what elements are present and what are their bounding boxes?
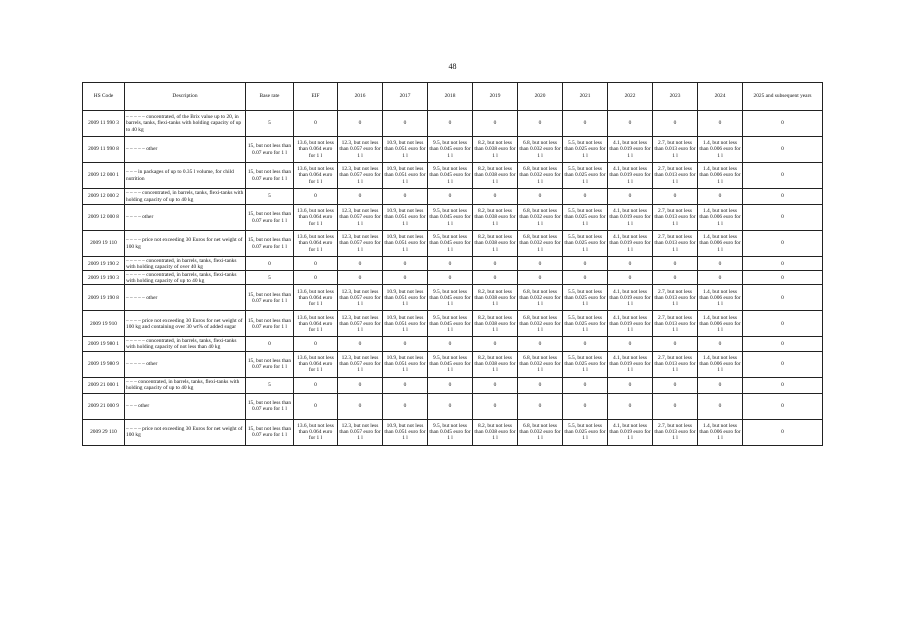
rate-cell: 0: [743, 311, 823, 337]
rate-cell: 0: [338, 337, 383, 351]
rate-cell: 0: [473, 271, 518, 285]
rate-cell: 10.9, but not less than 0.051 euro for 1 l: [383, 351, 428, 377]
rate-cell: 4.1, but not less than 0.019 euro for 1 l: [608, 137, 653, 163]
rate-cell: 2.7, but not less than 0.013 euro for 1 l: [653, 419, 698, 445]
rate-cell: 0: [428, 393, 473, 419]
rate-cell: 0: [743, 111, 823, 137]
description-cell: – – – – – other: [125, 137, 246, 163]
rate-cell: 4.1, but not less than 0.019 euro for 1 l: [608, 311, 653, 337]
rate-cell: 6.8, but not less than 0.032 euro for 1 l: [518, 285, 563, 311]
rate-cell: 10.9, but not less than 0.051 euro for 1 l: [383, 205, 428, 231]
column-header: 2023: [653, 83, 698, 111]
rate-cell: 2.7, but not less than 0.013 euro for 1 l: [653, 285, 698, 311]
column-header: 2018: [428, 83, 473, 111]
rate-cell: 0: [698, 111, 743, 137]
rate-cell: 2.7, but not less than 0.013 euro for 1 l: [653, 205, 698, 231]
column-header: EIF: [294, 83, 338, 111]
rate-cell: 0: [246, 257, 294, 271]
rate-cell: 5.5, but not less than 0.025 euro for 1 l: [563, 205, 608, 231]
rate-cell: 5.5, but not less than 0.025 euro for 1 l: [563, 419, 608, 445]
rate-cell: 5: [246, 377, 294, 393]
rate-cell: 0: [563, 257, 608, 271]
table-row: [83, 377, 823, 393]
rate-cell: 4.1, but not less than 0.019 euro for 1 l: [608, 351, 653, 377]
description-cell: – – – – price not exceeding 30 Euros for net weight of 100 kg: [125, 231, 246, 257]
hs-code-cell: 2009 19 190 2: [83, 257, 125, 271]
rate-cell: 13.6, but not less than 0.064 euro for 1 l: [294, 205, 338, 231]
rate-cell: 0: [246, 337, 294, 351]
rate-cell: 0: [338, 189, 383, 205]
hs-code-cell: 2009 11 990 8: [83, 137, 125, 163]
rate-cell: 0: [698, 257, 743, 271]
rate-cell: 2.7, but not less than 0.013 euro for 1 l: [653, 311, 698, 337]
rate-cell: 15, but not less than 0.07 euro for 1 l: [246, 393, 294, 419]
rate-cell: 1.4, but not less than 0.006 euro for 1 l: [698, 419, 743, 445]
description-cell: – – – – concentrated, in barrels, tanks, flexi-tanks with holding capacity of up to 40 kg: [125, 189, 246, 205]
rate-cell: 0: [743, 351, 823, 377]
table-row: [83, 311, 823, 337]
rate-cell: 0: [608, 271, 653, 285]
rate-cell: 6.8, but not less than 0.032 euro for 1 l: [518, 231, 563, 257]
rate-cell: 13.6, but not less than 0.064 euro for 1 l: [294, 351, 338, 377]
rate-cell: 0: [473, 377, 518, 393]
rate-cell: 0: [383, 337, 428, 351]
rate-cell: 0: [383, 111, 428, 137]
rate-cell: 15, but not less than 0.07 euro for 1 l: [246, 419, 294, 445]
rate-cell: 0: [563, 377, 608, 393]
rate-cell: 15, but not less than 0.07 euro for 1 l: [246, 231, 294, 257]
description-cell: – – – – – other: [125, 285, 246, 311]
rate-cell: 0: [563, 111, 608, 137]
rate-cell: 0: [698, 377, 743, 393]
description-cell: – – – other: [125, 393, 246, 419]
rate-cell: 10.9, but not less than 0.051 euro for 1 l: [383, 231, 428, 257]
rate-cell: 0: [518, 377, 563, 393]
rate-cell: 0: [518, 271, 563, 285]
rate-cell: 0: [743, 285, 823, 311]
hs-code-cell: 2009 19 980 9: [83, 351, 125, 377]
rate-cell: 1.4, but not less than 0.006 euro for 1 l: [698, 205, 743, 231]
rate-cell: 0: [743, 337, 823, 351]
tariff-schedule-table: [82, 82, 823, 446]
table-row: [83, 419, 823, 445]
column-header: 2021: [563, 83, 608, 111]
rate-cell: 5: [246, 271, 294, 285]
table-row: [83, 393, 823, 419]
rate-cell: 0: [338, 111, 383, 137]
rate-cell: 0: [294, 377, 338, 393]
rate-cell: 12.3, but not less than 0.057 euro for 1 l: [338, 137, 383, 163]
rate-cell: 0: [518, 257, 563, 271]
rate-cell: 15, but not less than 0.07 euro for 1 l: [246, 205, 294, 231]
rate-cell: 12.3, but not less than 0.057 euro for 1 l: [338, 419, 383, 445]
header-row: [83, 83, 823, 111]
rate-cell: 12.3, but not less than 0.057 euro for 1 l: [338, 163, 383, 189]
hs-code-cell: 2009 21 000 9: [83, 393, 125, 419]
rate-cell: 2.7, but not less than 0.013 euro for 1 l: [653, 231, 698, 257]
rate-cell: 0: [428, 337, 473, 351]
rate-cell: 4.1, but not less than 0.019 euro for 1 l: [608, 285, 653, 311]
rate-cell: 0: [653, 337, 698, 351]
rate-cell: 13.6, but not less than 0.064 euro for 1 l: [294, 311, 338, 337]
page-number: 48: [448, 62, 457, 71]
rate-cell: 0: [743, 257, 823, 271]
rate-cell: 0: [294, 271, 338, 285]
description-cell: – – – – price not exceeding 30 Euros for net weight of 100 kg and containing over 30 wt% of added sugar: [125, 311, 246, 337]
rate-cell: 0: [294, 337, 338, 351]
rate-cell: 5: [246, 111, 294, 137]
rate-cell: 0: [518, 393, 563, 419]
rate-cell: 12.3, but not less than 0.057 euro for 1 l: [338, 311, 383, 337]
rate-cell: 0: [743, 231, 823, 257]
rate-cell: 8.2, but not less than 0.038 euro for 1 l: [473, 137, 518, 163]
rate-cell: 12.3, but not less than 0.057 euro for 1 l: [338, 285, 383, 311]
rate-cell: 0: [743, 377, 823, 393]
rate-cell: 5.5, but not less than 0.025 euro for 1 l: [563, 231, 608, 257]
rate-cell: 8.2, but not less than 0.038 euro for 1 l: [473, 205, 518, 231]
hs-code-cell: 2009 19 980 1: [83, 337, 125, 351]
rate-cell: 0: [338, 257, 383, 271]
table-row: [83, 285, 823, 311]
rate-cell: 2.7, but not less than 0.013 euro for 1 l: [653, 137, 698, 163]
rate-cell: 5.5, but not less than 0.025 euro for 1 l: [563, 311, 608, 337]
rate-cell: 0: [608, 257, 653, 271]
rate-cell: 9.5, but not less than 0.045 euro for 1 l: [428, 205, 473, 231]
table-row: [83, 337, 823, 351]
table-row: [83, 111, 823, 137]
description-cell: – – – concentrated, in barrels, tanks, flexi-tanks with holding capacity of up to 40 kg: [125, 377, 246, 393]
rate-cell: 0: [518, 111, 563, 137]
rate-cell: 0: [563, 337, 608, 351]
hs-code-cell: 2009 12 000 8: [83, 205, 125, 231]
rate-cell: 0: [473, 189, 518, 205]
rate-cell: 0: [294, 189, 338, 205]
rate-cell: 0: [428, 257, 473, 271]
rate-cell: 9.5, but not less than 0.045 euro for 1 l: [428, 163, 473, 189]
column-header: 2020: [518, 83, 563, 111]
rate-cell: 0: [743, 163, 823, 189]
table-row: [83, 163, 823, 189]
column-header: 2024: [698, 83, 743, 111]
rate-cell: 13.6, but not less than 0.064 euro for 1 l: [294, 137, 338, 163]
rate-cell: 13.6, but not less than 0.064 euro for 1 l: [294, 285, 338, 311]
hs-code-cell: 2009 19 910: [83, 311, 125, 337]
rate-cell: 9.5, but not less than 0.045 euro for 1 l: [428, 285, 473, 311]
rate-cell: 0: [743, 205, 823, 231]
rate-cell: 0: [743, 271, 823, 285]
rate-cell: 0: [608, 337, 653, 351]
rate-cell: 15, but not less than 0.07 euro for 1 l: [246, 163, 294, 189]
table-row: [83, 271, 823, 285]
rate-cell: 5.5, but not less than 0.025 euro for 1 l: [563, 137, 608, 163]
rate-cell: 1.4, but not less than 0.006 euro for 1 l: [698, 285, 743, 311]
table-row: [83, 231, 823, 257]
rate-cell: 0: [698, 393, 743, 419]
rate-cell: 15, but not less than 0.07 euro for 1 l: [246, 311, 294, 337]
rate-cell: 0: [338, 393, 383, 419]
table-row: [83, 351, 823, 377]
hs-code-cell: 2009 11 990 3: [83, 111, 125, 137]
rate-cell: 0: [338, 377, 383, 393]
column-header: 2017: [383, 83, 428, 111]
rate-cell: 10.9, but not less than 0.051 euro for 1 l: [383, 285, 428, 311]
rate-cell: 4.1, but not less than 0.019 euro for 1 l: [608, 231, 653, 257]
rate-cell: 0: [383, 377, 428, 393]
rate-cell: 1.4, but not less than 0.006 euro for 1 l: [698, 231, 743, 257]
rate-cell: 1.4, but not less than 0.006 euro for 1 l: [698, 163, 743, 189]
column-header: 2022: [608, 83, 653, 111]
rate-cell: 5: [246, 189, 294, 205]
rate-cell: 6.8, but not less than 0.032 euro for 1 l: [518, 419, 563, 445]
column-header: 2019: [473, 83, 518, 111]
table-body: [83, 111, 823, 446]
rate-cell: 13.6, but not less than 0.064 euro for 1 l: [294, 231, 338, 257]
rate-cell: 0: [294, 257, 338, 271]
rate-cell: 8.2, but not less than 0.038 euro for 1 l: [473, 351, 518, 377]
rate-cell: 9.5, but not less than 0.045 euro for 1 l: [428, 351, 473, 377]
rate-cell: 8.2, but not less than 0.038 euro for 1 l: [473, 163, 518, 189]
column-header: Description: [125, 83, 246, 111]
rate-cell: 0: [743, 189, 823, 205]
rate-cell: 13.6, but not less than 0.064 euro for 1 l: [294, 163, 338, 189]
column-header: Base rate: [246, 83, 294, 111]
rate-cell: 12.3, but not less than 0.057 euro for 1 l: [338, 205, 383, 231]
rate-cell: 5.5, but not less than 0.025 euro for 1 l: [563, 351, 608, 377]
table-row: [83, 137, 823, 163]
rate-cell: 6.8, but not less than 0.032 euro for 1 l: [518, 205, 563, 231]
rate-cell: 5.5, but not less than 0.025 euro for 1 l: [563, 163, 608, 189]
rate-cell: 0: [653, 189, 698, 205]
hs-code-cell: 2009 12 000 2: [83, 189, 125, 205]
rate-cell: 0: [653, 271, 698, 285]
rate-cell: 5.5, but not less than 0.025 euro for 1 l: [563, 285, 608, 311]
rate-cell: 13.6, but not less than 0.064 euro for 1 l: [294, 419, 338, 445]
description-cell: – – – – price not exceeding 30 Euros for net weight of 100 kg: [125, 419, 246, 445]
description-cell: – – – – – other: [125, 351, 246, 377]
rate-cell: 10.9, but not less than 0.051 euro for 1 l: [383, 419, 428, 445]
rate-cell: 0: [563, 393, 608, 419]
rate-cell: 1.4, but not less than 0.006 euro for 1 l: [698, 351, 743, 377]
rate-cell: 0: [473, 337, 518, 351]
column-header: HS Code: [83, 83, 125, 111]
rate-cell: 0: [518, 337, 563, 351]
rate-cell: 15, but not less than 0.07 euro for 1 l: [246, 285, 294, 311]
rate-cell: 10.9, but not less than 0.051 euro for 1 l: [383, 311, 428, 337]
rate-cell: 0: [743, 393, 823, 419]
rate-cell: 6.8, but not less than 0.032 euro for 1 l: [518, 137, 563, 163]
rate-cell: 0: [698, 271, 743, 285]
rate-cell: 0: [383, 189, 428, 205]
rate-cell: 4.1, but not less than 0.019 euro for 1 l: [608, 419, 653, 445]
rate-cell: 0: [473, 393, 518, 419]
rate-cell: 4.1, but not less than 0.019 euro for 1 l: [608, 205, 653, 231]
rate-cell: 0: [518, 189, 563, 205]
rate-cell: 0: [698, 337, 743, 351]
rate-cell: 8.2, but not less than 0.038 euro for 1 l: [473, 311, 518, 337]
rate-cell: 0: [563, 271, 608, 285]
table-row: [83, 205, 823, 231]
description-cell: – – – – – concentrated, in barrels, tanks, flexi-tanks with holding capacity of up to 40 kg: [125, 271, 246, 285]
hs-code-cell: 2009 19 110: [83, 231, 125, 257]
rate-cell: 0: [743, 419, 823, 445]
rate-cell: 8.2, but not less than 0.038 euro for 1 l: [473, 231, 518, 257]
rate-cell: 0: [428, 189, 473, 205]
rate-cell: 2.7, but not less than 0.013 euro for 1 l: [653, 351, 698, 377]
rate-cell: 6.8, but not less than 0.032 euro for 1 l: [518, 163, 563, 189]
rate-cell: 0: [608, 111, 653, 137]
rate-cell: 0: [338, 271, 383, 285]
hs-code-cell: 2009 12 000 1: [83, 163, 125, 189]
rate-cell: 0: [294, 111, 338, 137]
description-cell: – – – – – concentrated, in barrels, tanks, flexi-tanks with holding capacity of not less than 40 kg: [125, 337, 246, 351]
description-cell: – – – in packages of up to 0.35 l volume, for child nutrition: [125, 163, 246, 189]
rate-cell: 0: [383, 271, 428, 285]
rate-cell: 9.5, but not less than 0.045 euro for 1 l: [428, 137, 473, 163]
rate-cell: 0: [608, 377, 653, 393]
rate-cell: 0: [473, 111, 518, 137]
column-header: 2025 and subsequent years: [743, 83, 823, 111]
rate-cell: 6.8, but not less than 0.032 euro for 1 l: [518, 351, 563, 377]
column-header: 2016: [338, 83, 383, 111]
rate-cell: 6.8, but not less than 0.032 euro for 1 l: [518, 311, 563, 337]
rate-cell: 0: [653, 257, 698, 271]
rate-cell: 0: [653, 111, 698, 137]
rate-cell: 0: [428, 271, 473, 285]
description-cell: – – – – other: [125, 205, 246, 231]
rate-cell: 0: [428, 111, 473, 137]
rate-cell: 10.9, but not less than 0.051 euro for 1 l: [383, 163, 428, 189]
hs-code-cell: 2009 19 190 8: [83, 285, 125, 311]
table-row: [83, 257, 823, 271]
rate-cell: 9.5, but not less than 0.045 euro for 1 l: [428, 311, 473, 337]
rate-cell: 15, but not less than 0.07 euro for 1 l: [246, 351, 294, 377]
rate-cell: 0: [653, 377, 698, 393]
rate-cell: 0: [563, 189, 608, 205]
rate-cell: 10.9, but not less than 0.051 euro for 1 l: [383, 137, 428, 163]
rate-cell: 9.5, but not less than 0.045 euro for 1 l: [428, 231, 473, 257]
rate-cell: 8.2, but not less than 0.038 euro for 1 l: [473, 285, 518, 311]
table-row: [83, 189, 823, 205]
rate-cell: 12.3, but not less than 0.057 euro for 1 l: [338, 231, 383, 257]
rate-cell: 15, but not less than 0.07 euro for 1 l: [246, 137, 294, 163]
rate-cell: 0: [743, 137, 823, 163]
rate-cell: 12.3, but not less than 0.057 euro for 1 l: [338, 351, 383, 377]
rate-cell: 0: [608, 393, 653, 419]
rate-cell: 0: [294, 393, 338, 419]
rate-cell: 4.1, but not less than 0.019 euro for 1 l: [608, 163, 653, 189]
rate-cell: 9.5, but not less than 0.045 euro for 1 l: [428, 419, 473, 445]
rate-cell: 2.7, but not less than 0.013 euro for 1 l: [653, 163, 698, 189]
rate-cell: 0: [473, 257, 518, 271]
rate-cell: 0: [653, 393, 698, 419]
hs-code-cell: 2009 19 190 3: [83, 271, 125, 285]
rate-cell: 0: [383, 393, 428, 419]
rate-cell: 0: [608, 189, 653, 205]
description-cell: – – – – – concentrated, of the Brix value up to 20, in barrels, tanks, flexi-tanks with holding capacity of up to 40 kg: [125, 111, 246, 137]
hs-code-cell: 2009 29 110: [83, 419, 125, 445]
rate-cell: 0: [383, 257, 428, 271]
rate-cell: 1.4, but not less than 0.006 euro for 1 l: [698, 137, 743, 163]
rate-cell: 0: [428, 377, 473, 393]
description-cell: – – – – – concentrated, in barrels, tanks, flexi-tanks with holding capacity of over 40 kg: [125, 257, 246, 271]
rate-cell: 1.4, but not less than 0.006 euro for 1 l: [698, 311, 743, 337]
hs-code-cell: 2009 21 000 1: [83, 377, 125, 393]
rate-cell: 8.2, but not less than 0.038 euro for 1 l: [473, 419, 518, 445]
rate-cell: 0: [698, 189, 743, 205]
